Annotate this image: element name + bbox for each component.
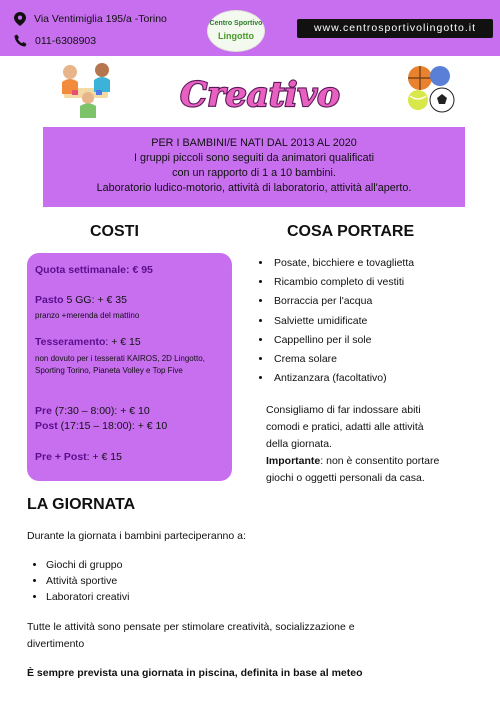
- pre-post-label: Pre + Post: [35, 451, 87, 463]
- location-pin-icon: [14, 12, 26, 26]
- header-bar: [0, 0, 500, 56]
- giornata-closing: [27, 619, 477, 653]
- consigli-paragraph: [266, 402, 481, 487]
- post-label: Post: [35, 420, 58, 432]
- age-info-banner: [43, 127, 465, 207]
- list-item: • Posate, bicchiere e tovaglietta: [272, 254, 414, 273]
- pasto-value: 5 GG: + € 35: [63, 294, 127, 306]
- importante-line-2: giochi o oggetti personali da casa.: [266, 472, 425, 484]
- list-item: • Attività sportive: [46, 573, 129, 589]
- logo-text-top: Centro Sportivo: [209, 20, 263, 27]
- post-row: [35, 420, 167, 432]
- quota-settimanale: Quota settimanale: € 95: [35, 264, 153, 276]
- costi-heading: COSTI: [90, 223, 139, 240]
- pre-row: [35, 405, 150, 417]
- tesseramento-label: Tesseramento: [35, 336, 106, 348]
- list-item: • Borraccia per l'acqua: [272, 292, 414, 311]
- consigli-line-3: della giornata.: [266, 438, 332, 450]
- centro-sportivo-logo: [207, 10, 265, 52]
- closing-line-2: divertimento: [27, 638, 85, 650]
- giornata-list: [32, 557, 129, 605]
- website-link[interactable]: www.centrosportivolingotto.it: [297, 19, 493, 38]
- list-item: • Salviette umidificate: [272, 312, 414, 331]
- list-item: • Crema solare: [272, 350, 414, 369]
- banner-line-4: Laboratorio ludico-motorio, attività di laboratorio, attività all'aperto.: [96, 182, 412, 194]
- kids-crafting-illustration: [50, 58, 122, 120]
- tesseramento-value: : + € 15: [105, 336, 141, 348]
- list-item: • Laboratori creativi: [46, 589, 129, 605]
- piscina-note: È sempre prevista una giornata in piscina, definita in base al meteo: [27, 667, 363, 679]
- importante-text: : non è consentito portare: [320, 455, 440, 467]
- importante-line-1: [266, 453, 481, 470]
- giornata-heading: LA GIORNATA: [27, 496, 136, 513]
- consigli-line-1: Consigliamo di far indossare abiti: [266, 404, 421, 416]
- phone-icon: [14, 34, 27, 47]
- logo-text-bottom: Lingotto: [218, 31, 254, 41]
- list-item: • Giochi di gruppo: [46, 557, 129, 573]
- list-item: • Ricambio completo di vestiti: [272, 273, 414, 292]
- costi-box: [27, 253, 232, 481]
- address-text: Via Ventimiglia 195/a -Torino: [34, 13, 167, 25]
- importante-label: Importante: [266, 455, 321, 467]
- pasto-row: [35, 294, 127, 306]
- tesseramento-row: [35, 336, 141, 348]
- pre-value: (7:30 – 8:00): + € 10: [51, 405, 150, 417]
- phone-text: 011-6308903: [35, 34, 97, 47]
- post-value: (17:15 – 18:00): + € 10: [57, 420, 168, 432]
- banner-line-2: I gruppi piccoli sono seguiti da animatori qualificati: [133, 152, 375, 164]
- sports-balls-illustration: [402, 60, 458, 116]
- cosa-portare-list: [258, 254, 414, 388]
- title-creativo: [175, 64, 345, 124]
- giornata-intro: Durante la giornata i bambini parteciperanno a:: [27, 530, 246, 542]
- title-creativo-art: [175, 64, 345, 124]
- pasto-note: pranzo +merenda del mattino: [35, 311, 140, 320]
- pasto-label: Pasto: [35, 294, 64, 306]
- list-item: • Cappellino per il sole: [272, 331, 414, 350]
- tesseramento-note: non dovuto per i tesserati KAIROS, 2D Lingotto, Sporting Torino, Pianeta Volley e Top Five: [35, 354, 205, 375]
- title-text: Creativo: [180, 75, 340, 115]
- phone-row: [14, 34, 96, 47]
- banner-line-3: con un rapporto di 1 a 10 bambini.: [172, 167, 336, 179]
- pre-post-row: [35, 451, 122, 463]
- pre-post-value: : + € 15: [86, 451, 122, 463]
- list-item: • Antizanzara (facoltativo): [272, 369, 414, 388]
- banner-line-1: PER I BAMBINI/E NATI DAL 2013 AL 2020: [151, 137, 357, 149]
- address-row: [14, 12, 167, 26]
- consigli-line-2: comodi e pratici, adatti alle attività: [266, 421, 424, 433]
- closing-line-1: Tutte le attività sono pensate per stimolare creatività, socializzazione e: [27, 621, 355, 633]
- cosa-portare-heading: COSA PORTARE: [287, 223, 415, 240]
- pre-label: Pre: [35, 405, 52, 417]
